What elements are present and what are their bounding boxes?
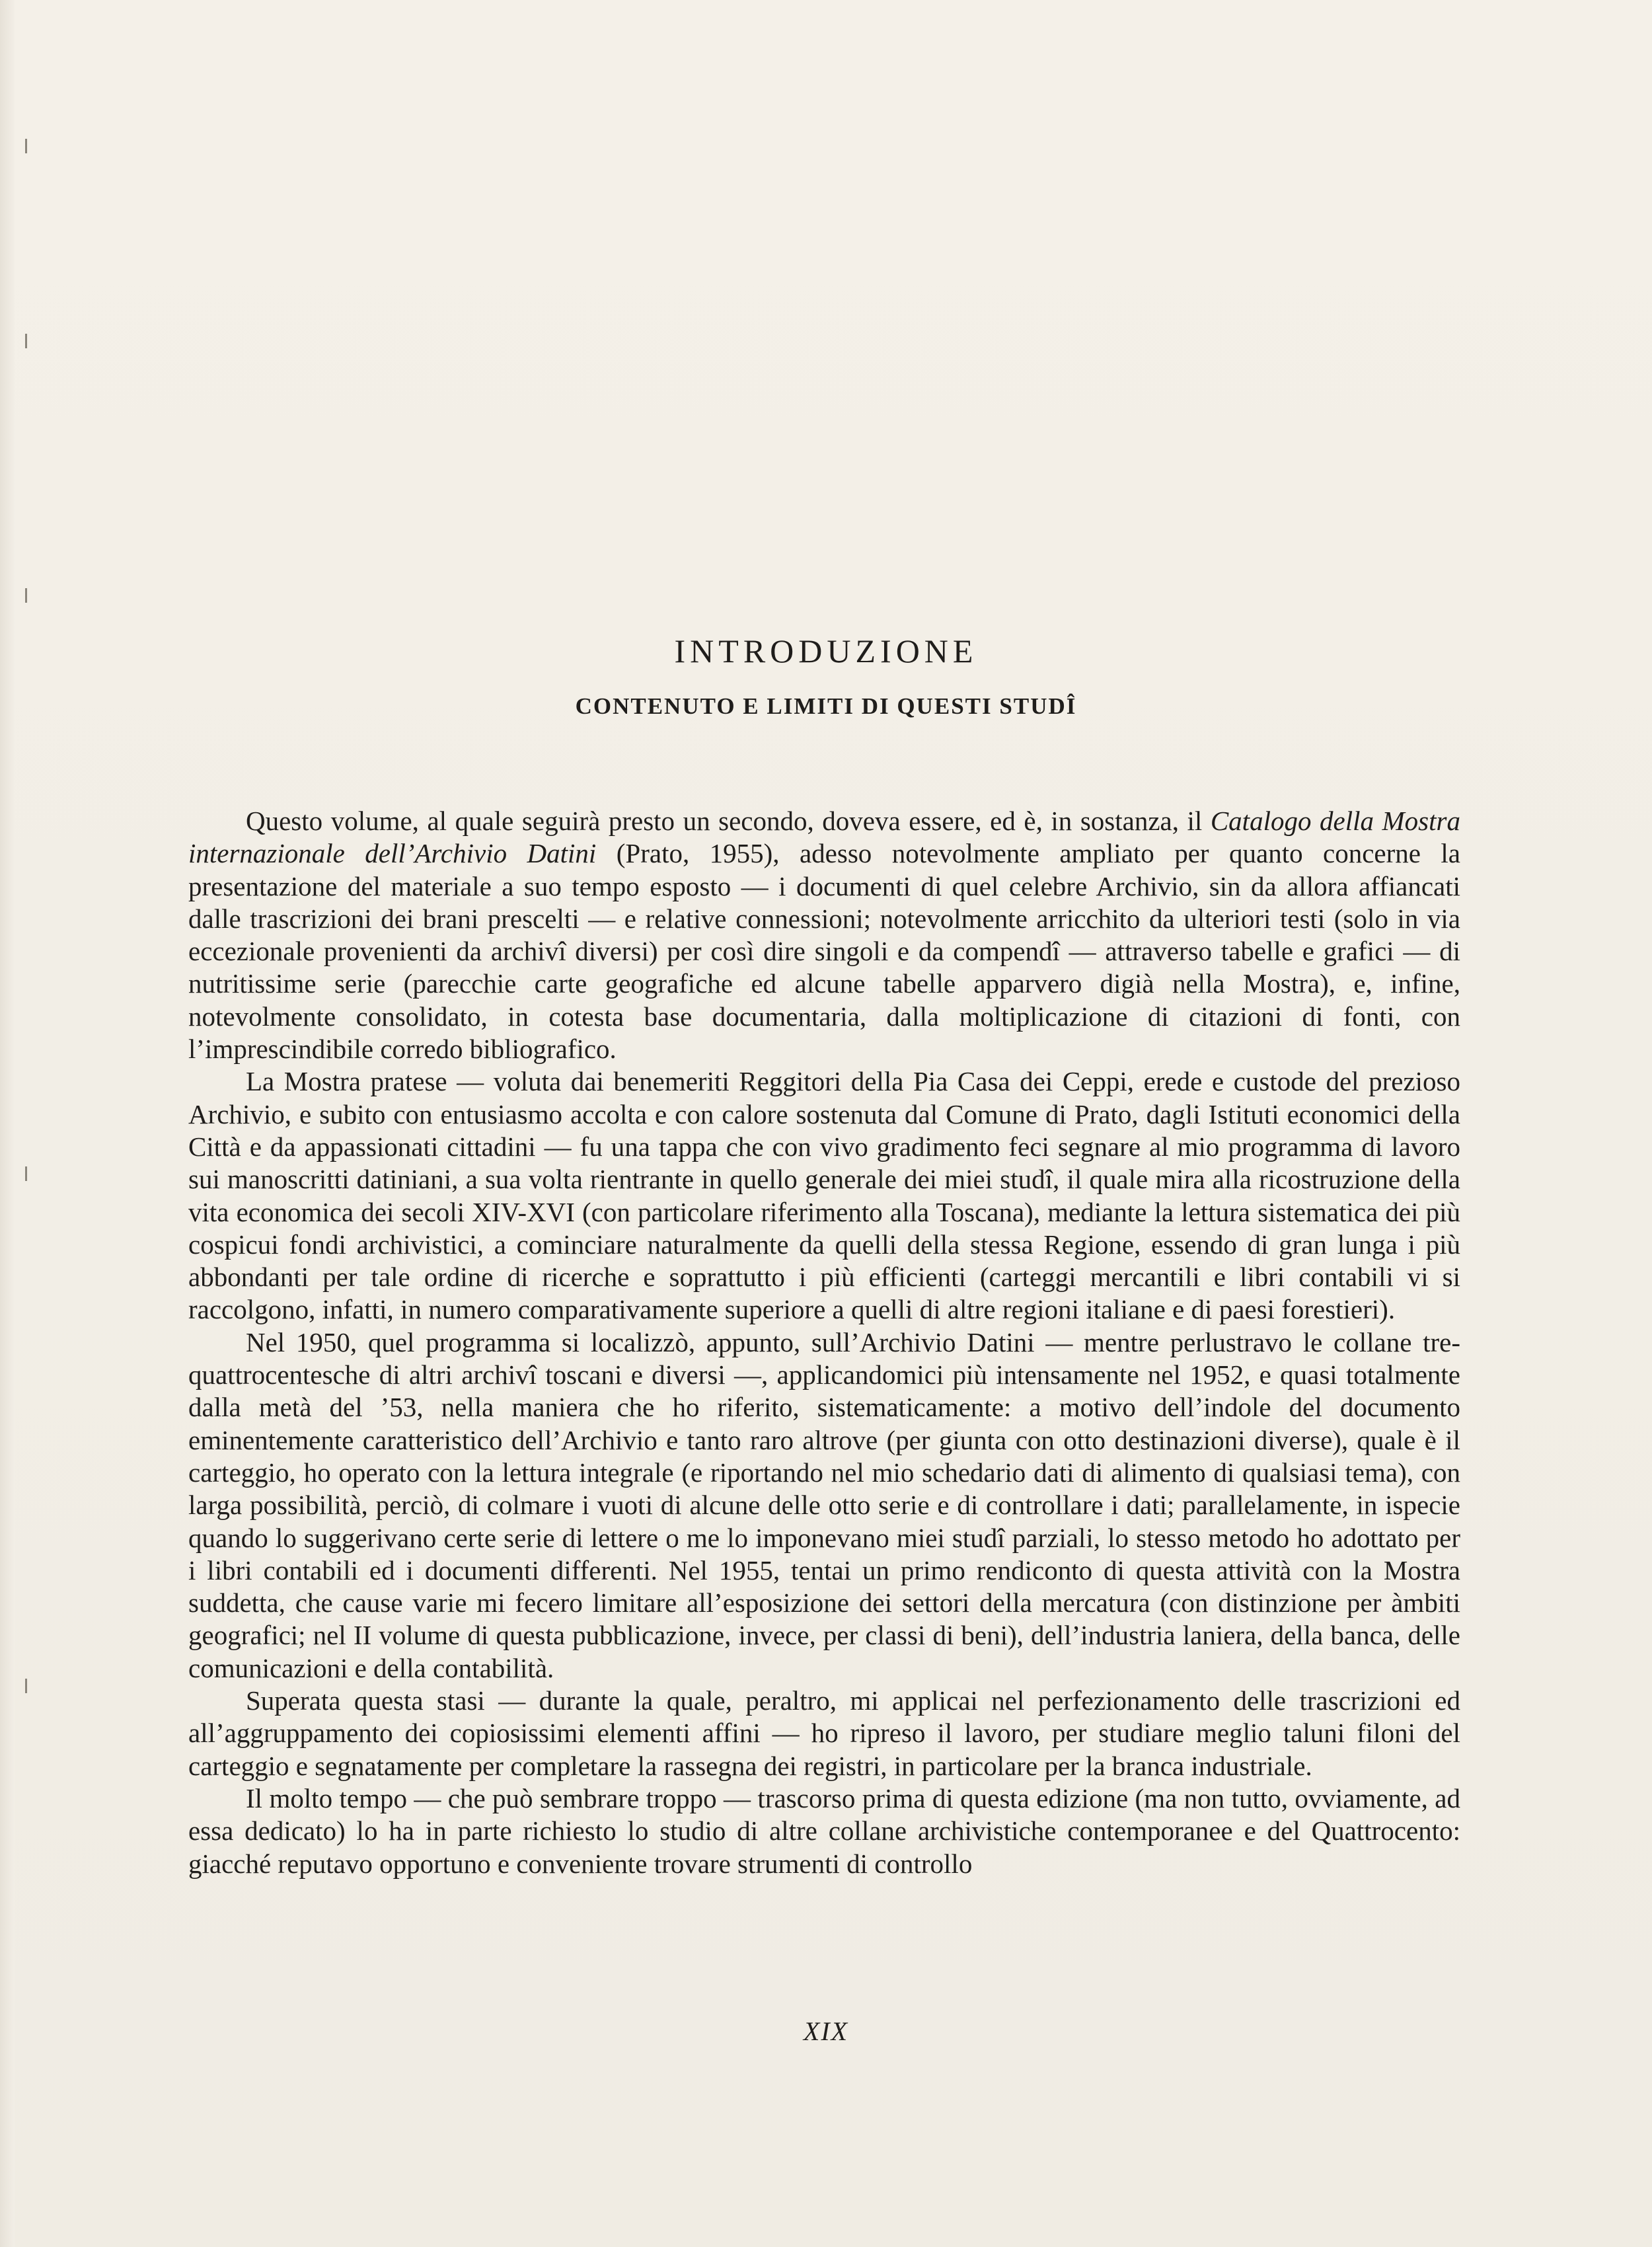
paragraph: La Mostra pratese — voluta dai benemeriti Reggitori della Pia Casa dei Ceppi, erede e custode del prezioso Archivio, e subito con entusiasmo accolta e con calore sostenuta dal Comune di Prato, dagli Istituti economici della Città e da appassionati cittadini — fu una tappa che con vivo gradimento feci segnare al mio programma di lavoro sui manoscritti datiniani, a sua volta rientrante in quello generale dei miei studî, il quale mira alla ricostruzione della vita economica dei secoli XIV-XVI (con particolare riferimento alla Toscana), mediante la lettura sistematica dei più cospicui fondi archivistici, a cominciare naturalmente da quelli della stessa Regione, essendo di gran lunga i più abbondanti per tale ordine di ricerche e soprattutto i più efficienti (carteggi mercantili e libri contabili vi si raccolgono, infatti, in numero comparativamente superiore a quelli di altre regioni italiane e di paesi forestieri). bbox=[188, 1066, 1460, 1325]
margin-mark bbox=[25, 334, 27, 348]
page-binding-edge bbox=[0, 0, 15, 2247]
margin-mark bbox=[25, 1679, 27, 1693]
paragraph: Nel 1950, quel programma si localizzò, appunto, sull’Archivio Datini — mentre perlustravo le collane tre-quattrocentesche di altri archivî toscani e diversi —, applicandomici più intensamente nel 1952, e quasi totalmente dalla metà del ’53, nella maniera che ho riferito, sistematicamente: a motivo dell’indole del documento eminentemente caratteristico dell’Archivio e tanto raro altrove (per giunta con otto destinazioni diverse), quale è il carteggio, ho operato con la lettura integrale (e riportando nel mio schedario dati di alimento di qualsiasi tema), con larga possibilità, perciò, di colmare i vuoti di alcune delle otto serie e di controllare i dati; parallelamente, in ispecie quando lo suggerivano certe serie di lettere o me lo imponevano miei studî parziali, lo stesso metodo ho adottato per i libri contabili ed i documenti differenti. Nel 1955, tentai un primo rendiconto di questa attività con la Mostra suddetta, che cause varie mi fecero limitare all’esposizione dei settori della mercatura (con distinzione per àmbiti geografici; nel II volume di questa pubblicazione, invece, per classi di beni), dell’industria laniera, della banca, delle comunicazioni e della contabilità. bbox=[188, 1326, 1460, 1683]
paragraph: Superata questa stasi — durante la quale, peraltro, mi applicai nel perfezionamento delle trascrizioni ed all’aggruppamento dei copiosissimi elementi affini — ho ripreso il lavoro, per studiare meglio taluni filoni del carteggio e segnatamente per completare la rassegna dei registri, in particolare per la branca industriale. bbox=[188, 1685, 1460, 1781]
chapter-subtitle: CONTENUTO E LIMITI DI QUESTI STUDÎ bbox=[575, 693, 1077, 719]
body-text bbox=[188, 805, 1460, 1880]
paragraph-text: (Prato, 1955), adesso notevolmente ampliato per quanto concerne la presentazione del materiale a suo tempo esposto — i documenti di quel celebre Archivio, sin da allora affiancati dalle trascrizioni dei brani prescelti — e relative connessioni; notevolmente arricchito da ulteriori testi (solo in via eccezionale provenienti da archivî diversi) per così dire singoli e da compendî — attraverso tabelle e grafici — di nutritissime serie (parecchie carte geografiche ed alcune tabelle apparvero digià nella Mostra), e, infine, notevolmente consolidato, in cotesta base documentaria, dalla moltiplicazione di citazioni di fonti, con l’imprescindibile corredo bibliografico. bbox=[188, 838, 1461, 1065]
paragraph: Il molto tempo — che può sembrare troppo — trascorso prima di questa edizione (ma non tutto, ovviamente, ad essa dedicato) lo ha in parte richiesto lo studio di altre collane archivistiche contemporanee e del Quattrocento: giacché reputavo opportuno e conveniente trovare strumenti di controllo bbox=[188, 1782, 1460, 1879]
margin-mark bbox=[25, 588, 27, 603]
catalogue-title: Catalogo della Mostra internazionale dell’Archivio Datini bbox=[188, 806, 1460, 869]
page-number: XIX bbox=[803, 2016, 849, 2046]
paragraph-text: Questo volume, al quale seguirà presto un secondo, doveva essere, ed è, in sostanza, il bbox=[246, 806, 1211, 836]
margin-mark bbox=[25, 139, 27, 153]
chapter-title: INTRODUZIONE bbox=[674, 632, 978, 669]
paragraph bbox=[188, 805, 1460, 1065]
margin-mark bbox=[25, 1166, 27, 1181]
